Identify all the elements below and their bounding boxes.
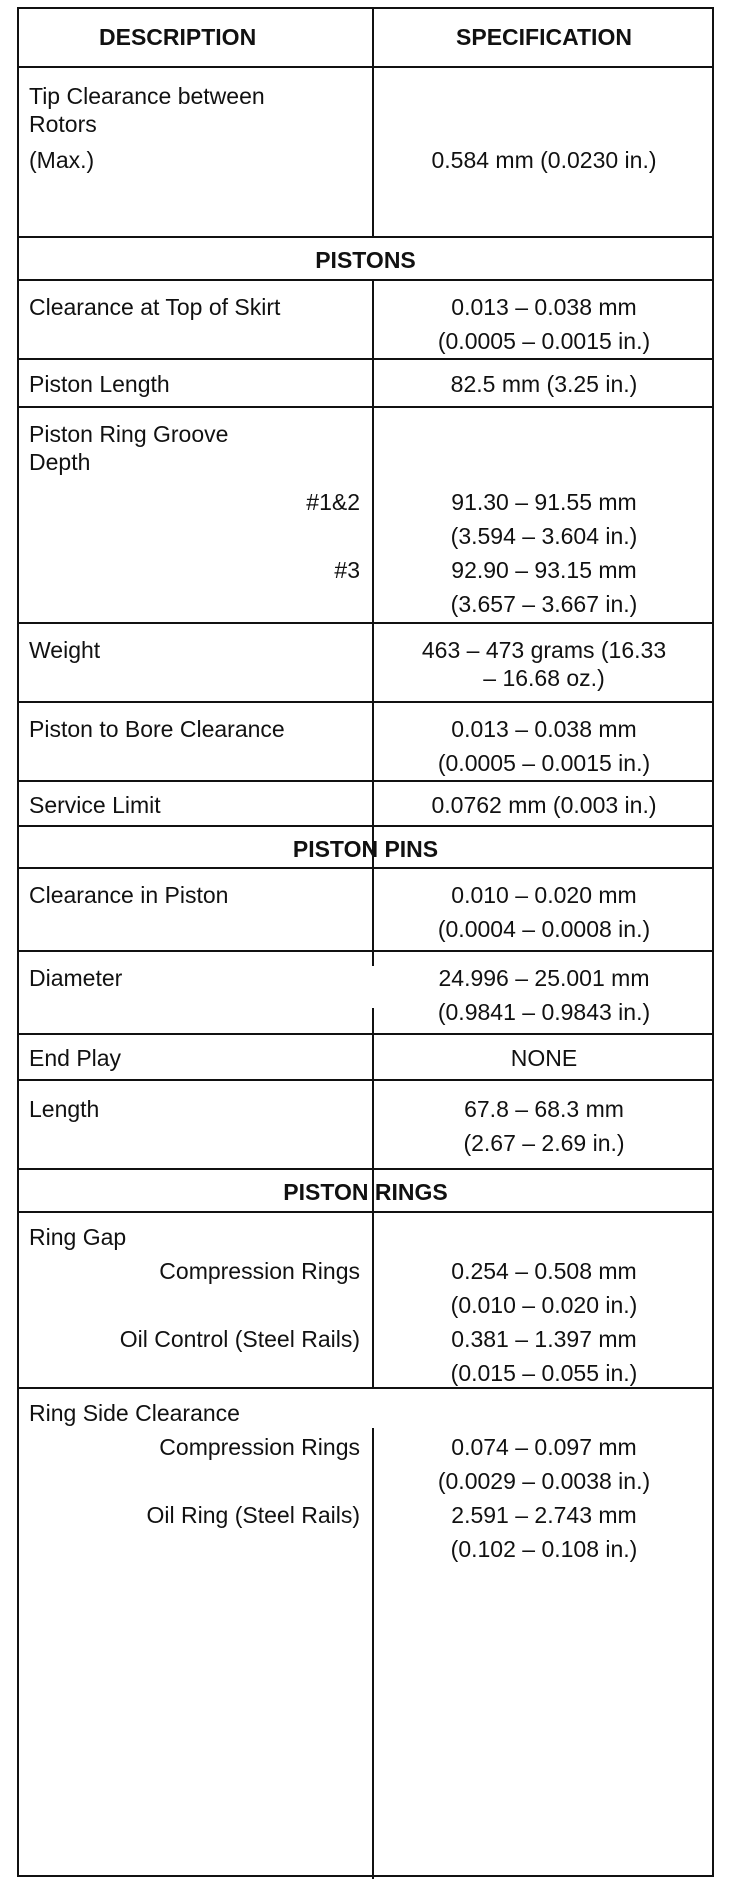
table-row (19, 279, 712, 358)
row-description: Clearance at Top of Skirt (29, 294, 281, 320)
table-row (19, 66, 712, 236)
spec-table (17, 7, 714, 1877)
row-specification: (0.0005 – 0.0015 in.) (437, 750, 651, 776)
row-description: Diameter (29, 965, 123, 991)
table-row (19, 1387, 712, 1879)
row-specification: 91.30 – 91.55 mm (451, 489, 637, 515)
row-specification: (2.67 – 2.69 in.) (463, 1130, 625, 1156)
table-row (19, 867, 712, 950)
section-header-piston-pins (19, 825, 712, 867)
row-description: Length (29, 1096, 100, 1122)
table-row (19, 701, 712, 780)
row-specification: (0.010 – 0.020 in.) (450, 1292, 638, 1318)
row-specification: 0.013 – 0.038 mm (451, 294, 637, 320)
table-row (19, 950, 712, 1033)
section-title: PISTONS (315, 247, 416, 273)
row-specification: NONE (510, 1045, 578, 1071)
row-specification: 82.5 mm (3.25 in.) (450, 371, 638, 397)
table-row (19, 358, 712, 406)
row-description: Clearance in Piston (29, 882, 229, 908)
row-specification: 92.90 – 93.15 mm (451, 557, 637, 583)
row-description: Depth (29, 449, 91, 475)
row-specification: 0.074 – 0.097 mm (451, 1434, 637, 1460)
row-description: Rotors (29, 111, 97, 137)
section-header-piston-rings (19, 1168, 712, 1211)
row-description: Tip Clearance between (29, 83, 265, 109)
row-specification: 2.591 – 2.743 mm (451, 1502, 637, 1528)
table-row (19, 1211, 712, 1387)
row-description: Piston Length (29, 371, 170, 397)
row-specification: (3.657 – 3.667 in.) (450, 591, 638, 617)
row-specification: (0.102 – 0.108 in.) (450, 1536, 638, 1562)
section-title: PISTON RINGS (283, 1179, 448, 1205)
row-specification: (0.015 – 0.055 in.) (450, 1360, 638, 1386)
row-specification: 0.010 – 0.020 mm (451, 882, 637, 908)
table-row (19, 780, 712, 825)
section-header-pistons (19, 236, 712, 279)
row-specification: 0.013 – 0.038 mm (451, 716, 637, 742)
table-header-row (19, 9, 712, 66)
row-specification: (0.0005 – 0.0015 in.) (437, 328, 651, 354)
table-row (19, 1079, 712, 1168)
table-row (19, 622, 712, 701)
row-specification: (0.0004 – 0.0008 in.) (437, 916, 651, 942)
row-subitem: Compression Rings (159, 1434, 360, 1460)
row-specification: 0.0762 mm (0.003 in.) (431, 792, 657, 818)
row-specification: 0.254 – 0.508 mm (451, 1258, 637, 1284)
row-subitem: Oil Control (Steel Rails) (119, 1326, 360, 1352)
row-specification: (0.9841 – 0.9843 in.) (437, 999, 651, 1025)
row-specification: 24.996 – 25.001 mm (438, 965, 650, 991)
row-description: Service Limit (29, 792, 161, 818)
row-description: Piston to Bore Clearance (29, 716, 285, 742)
row-specification: 463 – 473 grams (16.33 (421, 637, 667, 663)
row-specification: (0.0029 – 0.0038 in.) (437, 1468, 651, 1494)
row-description: Piston Ring Groove (29, 421, 229, 447)
row-specification: 67.8 – 68.3 mm (464, 1096, 624, 1122)
row-specification: – 16.68 oz.) (483, 665, 605, 691)
row-subitem: #1&2 (306, 489, 360, 515)
section-title: PISTON PINS (292, 836, 439, 862)
description-header: DESCRIPTION (99, 24, 257, 50)
row-description: End Play (29, 1045, 122, 1071)
table-row (19, 406, 712, 622)
row-description: Ring Side Clearance (29, 1400, 240, 1426)
row-description: Ring Gap (29, 1224, 127, 1250)
row-subitem: Compression Rings (159, 1258, 360, 1284)
row-subitem: #3 (334, 557, 360, 583)
row-specification: (3.594 – 3.604 in.) (450, 523, 638, 549)
row-description: (Max.) (29, 147, 95, 173)
row-specification: 0.381 – 1.397 mm (451, 1326, 637, 1352)
table-row (19, 1033, 712, 1079)
row-subitem: Oil Ring (Steel Rails) (146, 1502, 360, 1528)
row-specification: 0.584 mm (0.0230 in.) (431, 147, 657, 173)
specification-header: SPECIFICATION (456, 24, 632, 50)
row-description: Weight (29, 637, 101, 663)
